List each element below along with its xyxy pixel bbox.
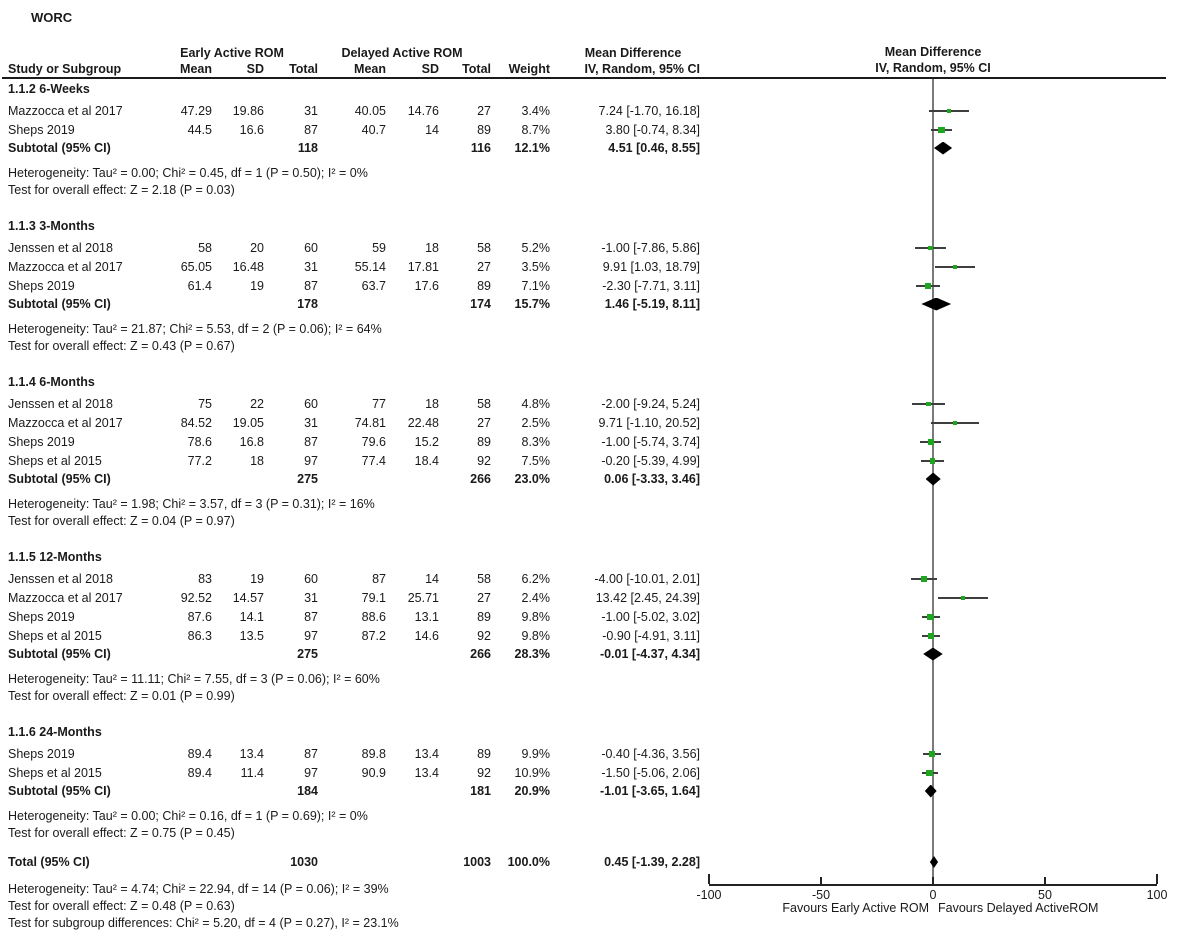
subtotal-row-weight: 15.7%: [514, 297, 550, 311]
subtotal-diamond: [923, 648, 943, 661]
study-row-total1: 97: [304, 454, 318, 468]
subtotal-diamond: [925, 785, 937, 798]
study-row-ci: -1.00 [-5.02, 3.02]: [601, 610, 700, 624]
subtotal-row-weight: 28.3%: [514, 647, 550, 661]
heterogeneity-line: Heterogeneity: Tau² = 21.87; Chi² = 5.53, df = 2 (P = 0.06); I² = 64%: [8, 322, 382, 336]
study-row-sd2: 14: [425, 123, 439, 137]
study-row-sd1: 14.1: [239, 610, 264, 624]
subtotal-row-weight: 20.9%: [514, 784, 550, 798]
study-row-total1: 60: [304, 397, 318, 411]
study-marker: [947, 109, 951, 113]
study-row-sd1: 13.5: [239, 629, 264, 643]
study-row-mean2: 87: [372, 572, 386, 586]
study-row-sd2: 18: [425, 397, 439, 411]
header-mean-1: Mean: [180, 62, 212, 76]
favours-left-label: Favours Early Active ROM: [782, 901, 929, 915]
axis-tick-label: 0: [929, 888, 937, 902]
study-row-sd1: 13.4: [239, 747, 264, 761]
study-row-mean2: 63.7: [361, 279, 386, 293]
study-row-total2: 92: [477, 454, 491, 468]
study-row-total1: 31: [304, 416, 318, 430]
group-label: 1.1.2 6-Weeks: [8, 82, 90, 96]
study-row-ci: -0.90 [-4.91, 3.11]: [602, 629, 700, 643]
study-row-mean1: 75: [198, 397, 212, 411]
study-row-mean1: 92.52: [180, 591, 212, 605]
subtotal-row-study: Subtotal (95% CI): [8, 647, 111, 661]
study-row-ci: -0.20 [-5.39, 4.99]: [601, 454, 700, 468]
study-row-sd1: 19: [250, 279, 264, 293]
subtotal-diamond: [921, 298, 951, 311]
study-row-total1: 60: [304, 572, 318, 586]
study-row-mean2: 87.2: [361, 629, 386, 643]
study-row-mean1: 58: [198, 241, 212, 255]
study-marker: [930, 458, 936, 464]
subtotal-row-ci: 1.46 [-5.19, 8.11]: [604, 297, 700, 311]
study-row-mean1: 83: [198, 572, 212, 586]
study-marker: [938, 127, 944, 133]
header-mean-difference-left: Mean Difference: [584, 46, 682, 60]
total-diamond: [930, 856, 938, 868]
subgroup-differences-line: Test for subgroup differences: Chi² = 5.20, df = 4 (P = 0.27), I² = 23.1%: [8, 916, 399, 930]
axis-tick: [932, 877, 933, 884]
study-row-mean1: 47.29: [180, 104, 212, 118]
study-row-study: Sheps 2019: [8, 435, 75, 449]
study-row-mean2: 88.6: [361, 610, 386, 624]
study-row-study: Jenssen et al 2018: [8, 241, 113, 255]
total-row-total1: 1030: [290, 855, 318, 869]
study-row-sd2: 17.81: [407, 260, 439, 274]
overall-effect-line: Test for overall effect: Z = 0.01 (P = 0.99): [8, 689, 235, 703]
study-row-total1: 31: [304, 591, 318, 605]
study-row-mean1: 89.4: [187, 747, 212, 761]
study-row-total2: 92: [477, 766, 491, 780]
axis-tick-label: -50: [811, 888, 831, 902]
study-row-total2: 27: [477, 104, 491, 118]
total-row-ci: 0.45 [-1.39, 2.28]: [604, 855, 700, 869]
study-row-total1: 31: [304, 260, 318, 274]
overall-effect-line: Test for overall effect: Z = 0.04 (P = 0.97): [8, 514, 235, 528]
study-row-mean1: 77.2: [187, 454, 212, 468]
favours-right-label: Favours Delayed ActiveROM: [938, 901, 1099, 915]
study-row-mean1: 84.52: [180, 416, 212, 430]
study-row-total2: 27: [477, 591, 491, 605]
subtotal-row-total1: 118: [297, 141, 318, 155]
total-row-total2: 1003: [463, 855, 491, 869]
subtotal-row-total1: 275: [297, 647, 318, 661]
study-row-total2: 89: [477, 123, 491, 137]
study-row-weight: 3.5%: [521, 260, 550, 274]
study-row-study: Sheps et al 2015: [8, 629, 102, 643]
subtotal-diamond: [934, 142, 952, 155]
plot-header-mean-difference: Mean Difference: [884, 45, 982, 59]
study-row-sd2: 13.1: [414, 610, 439, 624]
study-marker: [925, 283, 931, 289]
study-row-weight: 3.4%: [521, 104, 550, 118]
study-row-total1: 87: [304, 435, 318, 449]
study-marker: [927, 614, 934, 621]
study-row-study: Sheps 2019: [8, 279, 75, 293]
study-row-mean2: 74.81: [354, 416, 386, 430]
subtotal-row-total2: 266: [470, 472, 491, 486]
subtotal-row-weight: 23.0%: [514, 472, 550, 486]
study-row-study: Sheps et al 2015: [8, 454, 102, 468]
study-row-total1: 87: [304, 610, 318, 624]
study-row-total1: 87: [304, 123, 318, 137]
study-row-mean2: 89.8: [361, 747, 386, 761]
total-row-weight: 100.0%: [507, 855, 550, 869]
group-label: 1.1.4 6-Months: [8, 375, 95, 389]
subtotal-row-weight: 12.1%: [514, 141, 550, 155]
study-row-sd2: 13.4: [414, 766, 439, 780]
study-row-total2: 27: [477, 416, 491, 430]
study-row-sd2: 18.4: [414, 454, 439, 468]
total-heterogeneity-line: Heterogeneity: Tau² = 4.74; Chi² = 22.94, df = 14 (P = 0.06); I² = 39%: [8, 882, 389, 896]
study-row-total2: 58: [477, 397, 491, 411]
study-row-weight: 7.5%: [521, 454, 550, 468]
heterogeneity-line: Heterogeneity: Tau² = 0.00; Chi² = 0.45, df = 1 (P = 0.50); I² = 0%: [8, 166, 368, 180]
study-row-mean1: 61.4: [187, 279, 212, 293]
subtotal-row-total2: 266: [470, 647, 491, 661]
study-row-ci: -1.00 [-7.86, 5.86]: [601, 241, 700, 255]
study-marker: [953, 265, 957, 269]
study-row-study: Sheps et al 2015: [8, 766, 102, 780]
heterogeneity-line: Heterogeneity: Tau² = 11.11; Chi² = 7.55, df = 3 (P = 0.06); I² = 60%: [8, 672, 380, 686]
plot-header-iv-random-ci: IV, Random, 95% CI: [875, 61, 991, 75]
study-row-weight: 2.4%: [521, 591, 550, 605]
study-row-total2: 89: [477, 435, 491, 449]
subtotal-row-study: Subtotal (95% CI): [8, 472, 111, 486]
subtotal-diamond: [926, 473, 941, 486]
axis-tick: [820, 877, 821, 884]
study-row-total2: 92: [477, 629, 491, 643]
study-row-mean1: 44.5: [187, 123, 212, 137]
study-row-sd1: 16.48: [232, 260, 264, 274]
header-iv-random-ci: IV, Random, 95% CI: [584, 62, 700, 76]
subtotal-row-total2: 116: [470, 141, 491, 155]
study-row-ci: -2.00 [-9.24, 5.24]: [601, 397, 700, 411]
study-row-ci: 9.71 [-1.10, 20.52]: [598, 416, 700, 430]
study-row-sd2: 18: [425, 241, 439, 255]
study-row-sd1: 18: [250, 454, 264, 468]
study-row-weight: 4.8%: [521, 397, 550, 411]
study-row-ci: -1.00 [-5.74, 3.74]: [601, 435, 700, 449]
study-row-study: Jenssen et al 2018: [8, 572, 113, 586]
study-row-mean2: 59: [372, 241, 386, 255]
axis-tick: [708, 874, 709, 884]
study-row-mean2: 77.4: [361, 454, 386, 468]
study-row-sd1: 11.4: [240, 766, 264, 780]
study-marker: [929, 751, 936, 758]
study-row-weight: 8.7%: [521, 123, 550, 137]
study-row-study: Mazzocca et al 2017: [8, 104, 123, 118]
study-row-ci: -0.40 [-4.36, 3.56]: [601, 747, 700, 761]
study-row-total2: 58: [477, 241, 491, 255]
study-row-mean1: 65.05: [180, 260, 212, 274]
subtotal-row-study: Subtotal (95% CI): [8, 141, 111, 155]
overall-effect-line: Test for overall effect: Z = 0.43 (P = 0.67): [8, 339, 235, 353]
study-row-sd2: 22.48: [407, 416, 439, 430]
study-row-sd1: 20: [250, 241, 264, 255]
header-total-2: Total: [462, 62, 491, 76]
study-row-total2: 89: [477, 747, 491, 761]
study-row-study: Sheps 2019: [8, 610, 75, 624]
study-marker: [926, 402, 931, 407]
subtotal-row-ci: 0.06 [-3.33, 3.46]: [604, 472, 700, 486]
study-row-mean2: 55.14: [354, 260, 386, 274]
study-row-ci: 9.91 [1.03, 18.79]: [602, 260, 700, 274]
study-row-sd2: 17.6: [414, 279, 439, 293]
subtotal-row-study: Subtotal (95% CI): [8, 297, 111, 311]
study-row-mean2: 79.1: [361, 591, 386, 605]
subtotal-row-study: Subtotal (95% CI): [8, 784, 111, 798]
total-row-study: Total (95% CI): [8, 855, 90, 869]
study-row-mean1: 86.3: [187, 629, 212, 643]
header-sd-2: SD: [421, 62, 439, 76]
study-row-weight: 10.9%: [514, 766, 550, 780]
study-marker: [926, 770, 933, 777]
study-row-study: Mazzocca et al 2017: [8, 591, 123, 605]
study-row-total2: 58: [477, 572, 491, 586]
subtotal-row-total2: 174: [470, 297, 491, 311]
study-row-sd1: 19.05: [232, 416, 264, 430]
header-weight: Weight: [508, 62, 550, 76]
study-row-ci: 13.42 [2.45, 24.39]: [595, 591, 700, 605]
overall-effect-line: Test for overall effect: Z = 0.75 (P = 0.45): [8, 826, 235, 840]
study-row-total2: 89: [477, 279, 491, 293]
study-row-mean1: 89.4: [187, 766, 212, 780]
study-row-weight: 8.3%: [521, 435, 550, 449]
study-row-sd2: 25.71: [407, 591, 439, 605]
axis-tick: [1044, 877, 1045, 884]
heterogeneity-line: Heterogeneity: Tau² = 1.98; Chi² = 3.57, df = 3 (P = 0.31); I² = 16%: [8, 497, 375, 511]
study-row-study: Sheps 2019: [8, 747, 75, 761]
subtotal-row-total2: 181: [470, 784, 491, 798]
study-row-mean2: 40.05: [354, 104, 386, 118]
study-row-study: Mazzocca et al 2017: [8, 416, 123, 430]
study-row-mean2: 90.9: [361, 766, 386, 780]
study-row-study: Jenssen et al 2018: [8, 397, 113, 411]
group-label: 1.1.5 12-Months: [8, 550, 102, 564]
study-marker: [961, 596, 965, 600]
subtotal-row-total1: 178: [297, 297, 318, 311]
study-row-ci: -4.00 [-10.01, 2.01]: [594, 572, 700, 586]
study-row-sd1: 22: [250, 397, 264, 411]
study-marker: [928, 633, 935, 640]
study-row-study: Sheps 2019: [8, 123, 75, 137]
study-row-total1: 60: [304, 241, 318, 255]
study-row-total1: 97: [304, 766, 318, 780]
axis-tick: [1156, 874, 1157, 884]
study-row-total1: 87: [304, 747, 318, 761]
study-marker: [928, 246, 933, 251]
total-overall-effect-line: Test for overall effect: Z = 0.48 (P = 0.63): [8, 899, 235, 913]
study-row-weight: 9.8%: [521, 610, 550, 624]
study-row-sd1: 16.8: [239, 435, 264, 449]
study-row-sd1: 19.86: [232, 104, 264, 118]
study-row-total1: 31: [304, 104, 318, 118]
study-row-sd1: 14.57: [232, 591, 264, 605]
study-row-ci: -1.50 [-5.06, 2.06]: [601, 766, 700, 780]
axis-tick-label: -100: [696, 888, 722, 902]
study-row-mean1: 78.6: [187, 435, 212, 449]
study-row-sd2: 13.4: [414, 747, 439, 761]
study-row-sd2: 14: [425, 572, 439, 586]
study-row-weight: 7.1%: [521, 279, 550, 293]
header-total-1: Total: [289, 62, 318, 76]
study-row-sd1: 16.6: [239, 123, 264, 137]
study-row-total1: 97: [304, 629, 318, 643]
study-row-study: Mazzocca et al 2017: [8, 260, 123, 274]
study-row-sd2: 15.2: [414, 435, 439, 449]
header-mean-2: Mean: [354, 62, 386, 76]
study-marker: [928, 439, 934, 445]
axis-tick-label: 50: [1038, 888, 1052, 902]
study-row-sd2: 14.6: [414, 629, 439, 643]
study-row-total2: 27: [477, 260, 491, 274]
study-row-ci: 3.80 [-0.74, 8.34]: [605, 123, 700, 137]
overall-effect-line: Test for overall effect: Z = 2.18 (P = 0.03): [8, 183, 235, 197]
study-row-sd1: 19: [250, 572, 264, 586]
header-sd-1: SD: [246, 62, 264, 76]
study-row-sd2: 14.76: [407, 104, 439, 118]
group-label: 1.1.3 3-Months: [8, 219, 95, 233]
study-row-weight: 9.8%: [521, 629, 550, 643]
plot-axis-line: [709, 884, 1157, 886]
study-marker: [921, 576, 926, 581]
subtotal-row-total1: 184: [297, 784, 318, 798]
figure-title: WORC: [31, 10, 73, 25]
subtotal-row-ci: -0.01 [-4.37, 4.34]: [599, 647, 700, 661]
subtotal-row-ci: -1.01 [-3.65, 1.64]: [599, 784, 700, 798]
study-row-ci: -2.30 [-7.71, 3.11]: [602, 279, 700, 293]
header-delayed-active-rom: Delayed Active ROM: [341, 46, 463, 60]
study-row-weight: 5.2%: [521, 241, 550, 255]
header-early-active-rom: Early Active ROM: [180, 46, 284, 60]
study-row-ci: 7.24 [-1.70, 16.18]: [598, 104, 700, 118]
group-label: 1.1.6 24-Months: [8, 725, 102, 739]
study-row-weight: 6.2%: [521, 572, 550, 586]
study-row-mean1: 87.6: [187, 610, 212, 624]
study-row-mean2: 79.6: [361, 435, 386, 449]
heterogeneity-line: Heterogeneity: Tau² = 0.00; Chi² = 0.16, df = 1 (P = 0.69); I² = 0%: [8, 809, 368, 823]
subtotal-row-total1: 275: [297, 472, 318, 486]
subtotal-row-ci: 4.51 [0.46, 8.55]: [608, 141, 700, 155]
study-row-weight: 2.5%: [521, 416, 550, 430]
header-study-or-subgroup: Study or Subgroup: [8, 62, 122, 76]
study-row-total2: 89: [477, 610, 491, 624]
study-row-total1: 87: [304, 279, 318, 293]
study-row-weight: 9.9%: [521, 747, 550, 761]
header-rule: [2, 77, 1166, 79]
study-row-mean2: 77: [372, 397, 386, 411]
study-marker: [953, 421, 957, 425]
axis-tick-label: 100: [1146, 888, 1168, 902]
study-row-mean2: 40.7: [361, 123, 386, 137]
